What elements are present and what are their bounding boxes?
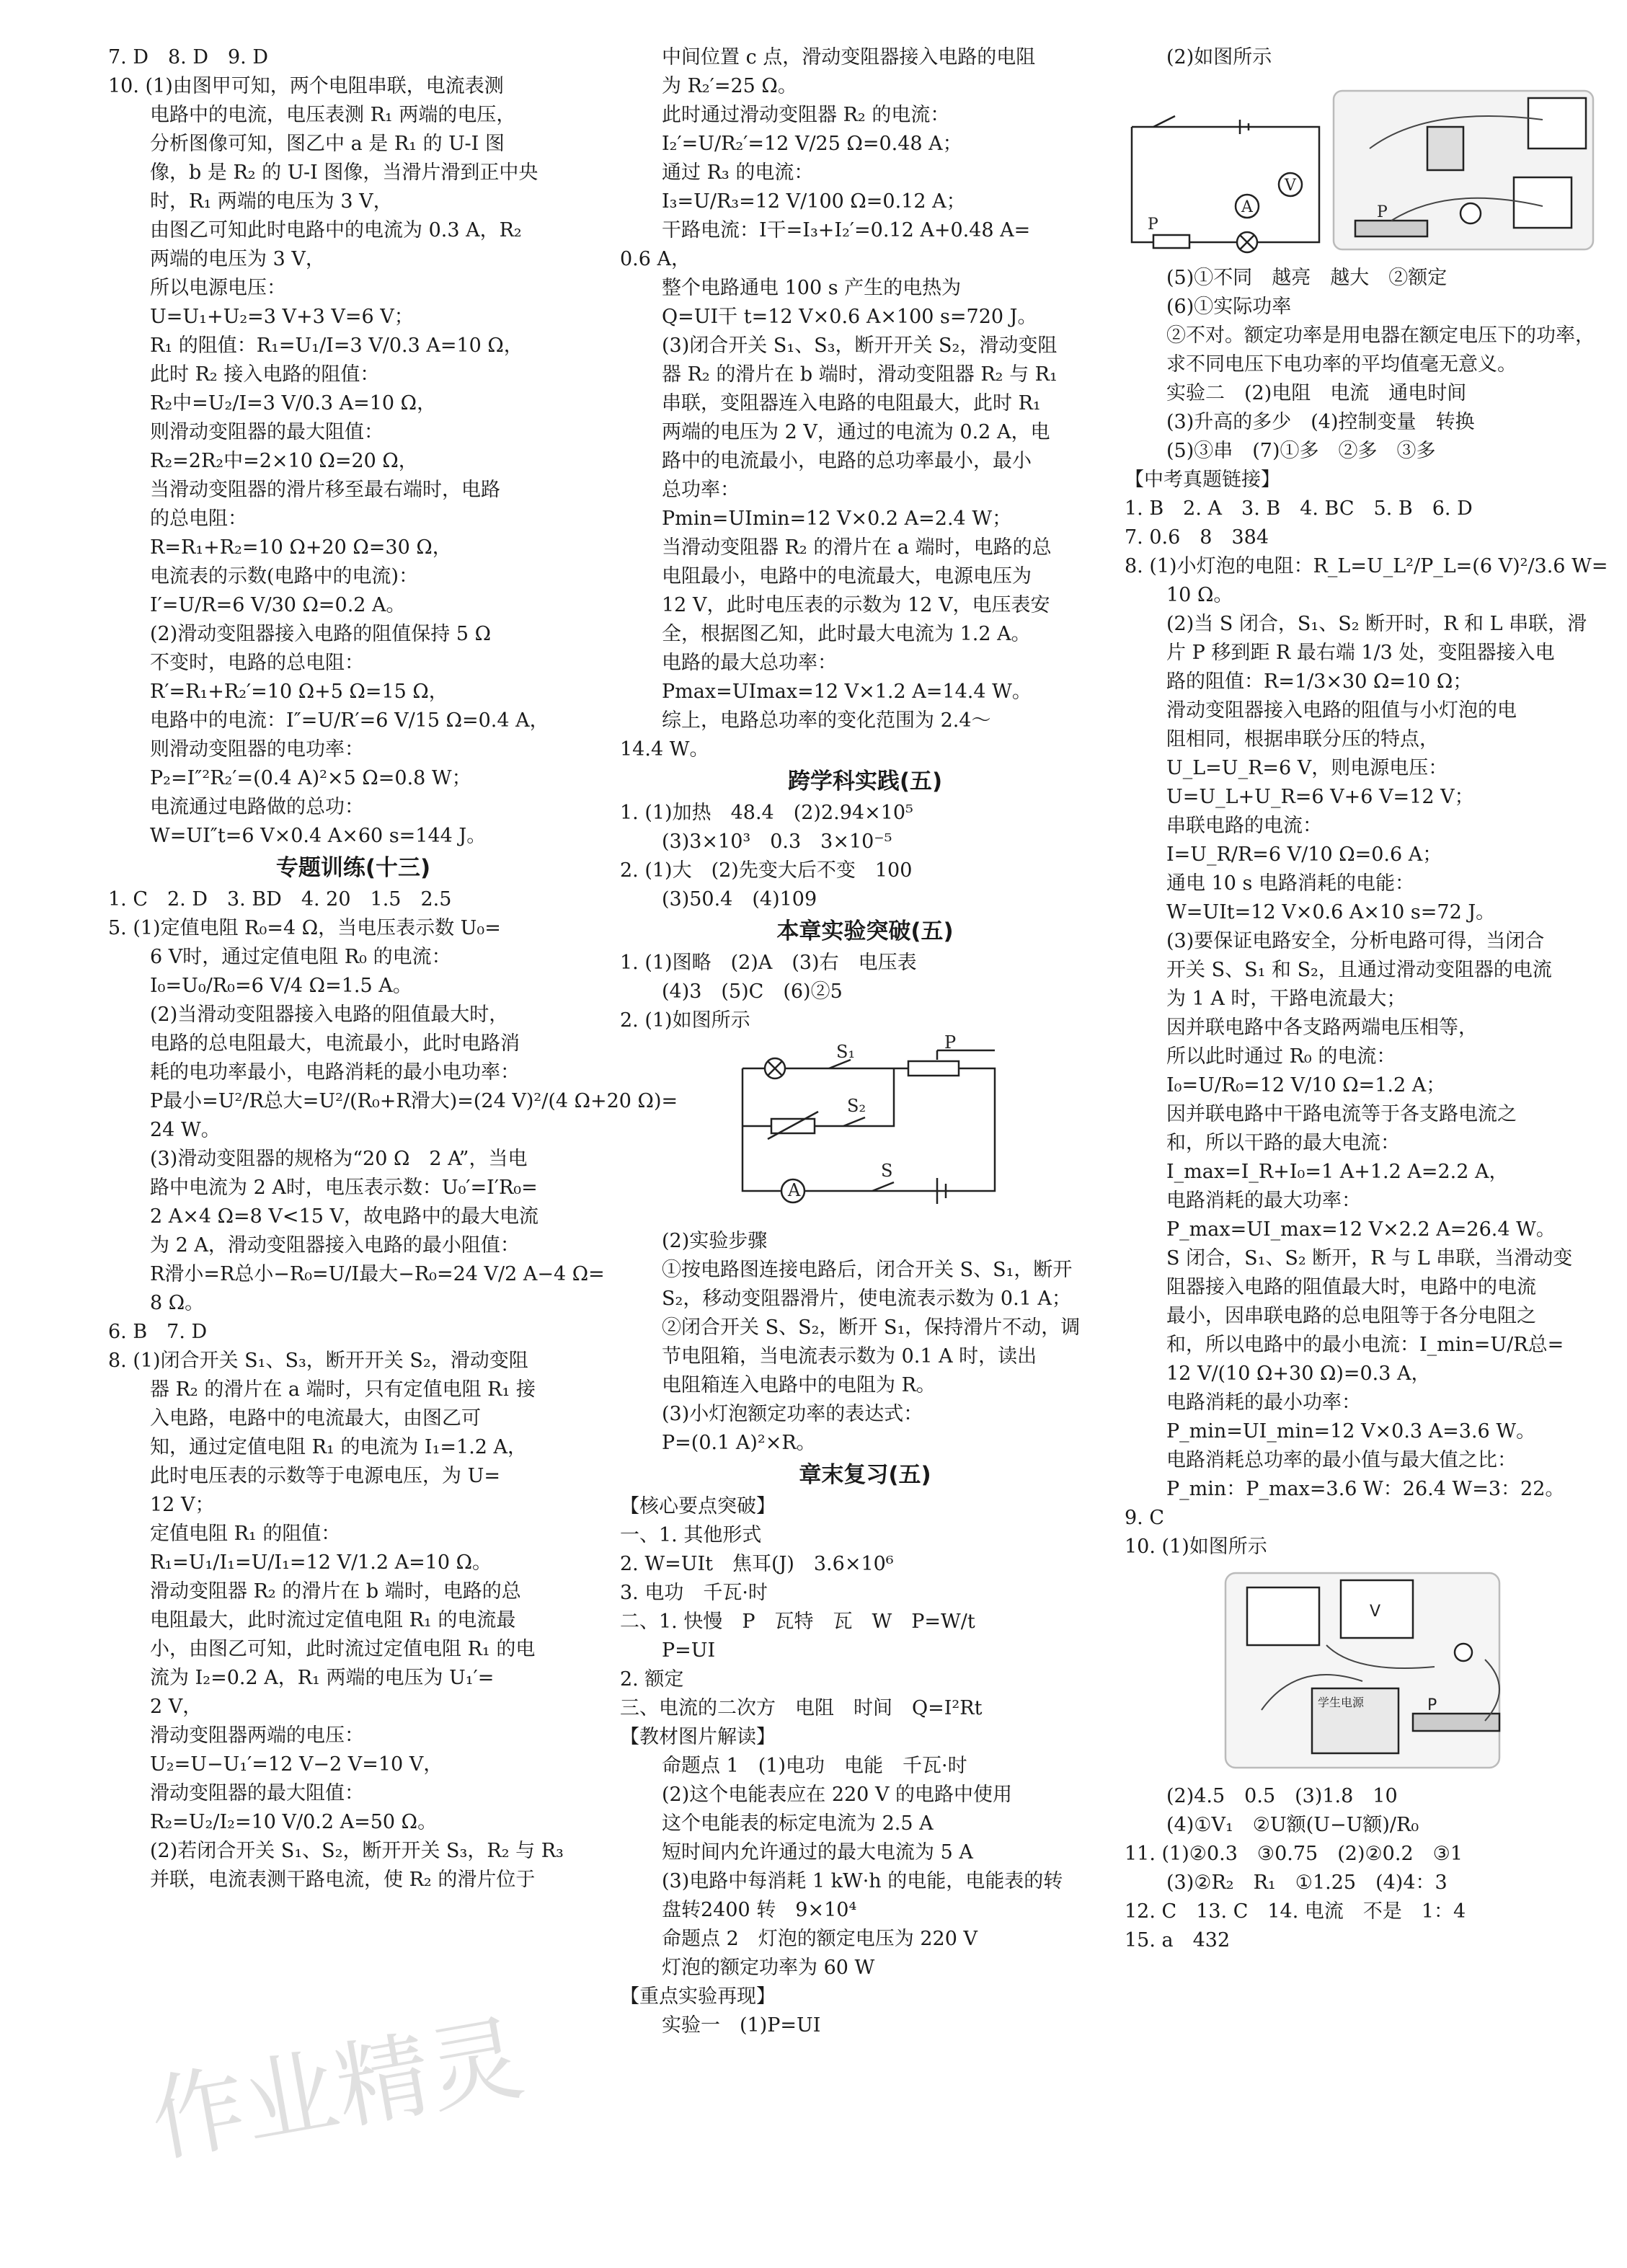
answer-line: U₂=U−U₁′=12 V−2 V=10 V， [150, 1753, 443, 1776]
answer-line: 6 V时，通过定值电阻 R₀ 的电流： [150, 946, 451, 968]
answer-line: W=UIt=12 V×0.6 A×10 s=72 J。 [1166, 901, 1496, 923]
answer-line: I′=U/R=6 V/30 Ω=0.2 A。 [150, 594, 406, 616]
answer-line: I=U_R/R=6 V/10 Ω=0.6 A； [1166, 843, 1442, 866]
answer-line: 电路消耗总功率的最小值与最大值之比： [1166, 1449, 1517, 1471]
answer-line: 此时 R₂ 接入电路的阻值： [150, 363, 380, 386]
answer-line: 开关 S、S₁ 和 S₂，且通过滑动变阻器的电流 [1166, 959, 1552, 981]
answer-line: 阻相同，根据串联分压的特点， [1166, 728, 1439, 750]
answer-line: 8. (1)小灯泡的电阻：R_L=U_L²/P_L=(6 V)²/3.6 W= [1125, 555, 1608, 577]
answer-line: 电路的总电阻最大，电流最小，此时电路消 [150, 1032, 520, 1055]
answer-line: 分析图像可知，图乙中 a 是 R₁ 的 U-I 图 [150, 133, 505, 155]
figure-label: V [1285, 177, 1296, 195]
answer-line: 路中的电流最小，电路的总功率最小，最小 [662, 450, 1032, 472]
answer-line: (2)滑动变阻器接入电路的阻值保持 5 Ω [150, 623, 491, 645]
answer-line: (3)3×10³ 0.3 3×10⁻⁵ [662, 830, 892, 853]
answer-line: (2)4.5 0.5 (3)1.8 10 [1166, 1785, 1398, 1807]
answer-line: (3)②R₂ R₁ ①1.25 (4)4：3 [1166, 1871, 1448, 1894]
circuit-label: S₂ [847, 1096, 866, 1116]
answer-line: 器 R₂ 的滑片在 b 端时，滑动变阻器 R₂ 与 R₁ [662, 363, 1058, 386]
answer-line: (6)①实际功率 [1166, 296, 1292, 318]
answer-line: 节电阻箱，当电流表示数为 0.1 A 时，读出 [662, 1345, 1037, 1368]
answer-line: 综上，电路总功率的变化范围为 2.4～ [662, 709, 991, 732]
answer-line: P=UI [662, 1639, 716, 1662]
section-heading: 专题训练(十三) [275, 855, 431, 881]
answer-line: 知，通过定值电阻 R₁ 的电流为 I₁=1.2 A， [150, 1436, 528, 1458]
apparatus-figure [1125, 1566, 1600, 1778]
section-heading: 本章实验突破(五) [776, 918, 954, 944]
answer-line: 为 1 A 时，干路电流最大； [1166, 988, 1406, 1010]
answer-line: 命题点 1 (1)电功 电能 千瓦·时 [662, 1755, 967, 1777]
answer-line: 12 V，此时电压表的示数为 12 V，电压表安 [662, 594, 1050, 616]
answer-line: 则滑动变阻器的最大阻值： [150, 421, 384, 443]
answer-line: 9. C [1125, 1507, 1165, 1529]
column-right [1125, 43, 1608, 1955]
answer-line: 的总电阻： [150, 508, 247, 530]
answer-line: 一、1. 其他形式 [620, 1524, 762, 1546]
answer-line: (5)①不同 越亮 越大 ②额定 [1166, 267, 1448, 289]
answer-line: 10. (1)由图甲可知，两个电阻串联，电流表测 [108, 75, 504, 97]
answer-line: 由图乙可知此时电路中的电流为 0.3 A，R₂ [150, 219, 522, 242]
answer-line: 通电 10 s 电路消耗的电能： [1166, 872, 1414, 895]
answer-line: (2)当滑动变阻器接入电路的阻值最大时， [150, 1004, 509, 1026]
answer-line: 干路电流：I干=I₃+I₂′=0.12 A+0.48 A= [662, 219, 1031, 242]
column-middle [620, 43, 1110, 2040]
answer-line: W=UI″t=6 V×0.4 A×60 s=144 J。 [150, 825, 487, 847]
answer-line: 12 V； [150, 1494, 215, 1516]
answer-line: I₂′=U/R₂′=12 V/25 Ω=0.48 A； [662, 133, 962, 155]
answer-line: 定值电阻 R₁ 的阻值： [150, 1523, 341, 1545]
answer-line: ②闭合开关 S、S₂，断开 S₁，保持滑片不动，调 [662, 1316, 1081, 1339]
answer-line: 1. (1)图略 (2)A (3)右 电压表 [620, 952, 917, 974]
answer-line: 当滑动变阻器的滑片移至最右端时，电路 [150, 479, 500, 501]
answer-line: 入电路，电路中的电流最大，由图乙可 [150, 1407, 481, 1430]
answer-line: 24 W。 [150, 1119, 221, 1141]
answer-line: 为 2 A，滑动变阻器接入电路的最小阻值： [150, 1234, 520, 1257]
answer-line: 7. 0.6 8 384 [1125, 526, 1269, 549]
answer-line: (3)要保证电路安全，分析电路可得，当闭合 [1166, 930, 1545, 952]
answer-line: 14.4 W。 [620, 738, 709, 761]
answer-line: 8 Ω。 [150, 1292, 205, 1314]
answer-line: 电路消耗的最小功率： [1166, 1391, 1361, 1414]
watermark-text: 作业精灵 [143, 2003, 531, 2176]
circuit-label: P [944, 1032, 957, 1053]
answer-line: 12. C 13. C 14. 电流 不是 1：4 [1125, 1900, 1466, 1923]
answer-line: 短时间内允许通过的最大电流为 5 A [662, 1841, 973, 1864]
figure-label: P [1148, 216, 1158, 234]
answer-line: R=R₁+R₂=10 Ω+20 Ω=30 Ω， [150, 536, 452, 559]
answer-line: 因并联电路中各支路两端电压相等， [1166, 1016, 1478, 1039]
answer-line: 滑动变阻器 R₂ 的滑片在 b 端时，电路的总 [150, 1580, 521, 1603]
answer-line: 时，R₁ 两端的电压为 3 V， [150, 190, 393, 213]
answer-line: 串联，变阻器连入电路的电阻最大，此时 R₁ [662, 392, 1041, 415]
circuit-and-apparatus-figure [1125, 76, 1600, 260]
answer-line: P_max=UI_max=12 V×2.2 A=26.4 W。 [1166, 1218, 1556, 1241]
answer-line: 1. C 2. D 3. BD 4. 20 1.5 2.5 [108, 888, 452, 911]
answer-line: 2. (1)如图所示 [620, 1009, 750, 1032]
answer-line: 命题点 2 灯泡的额定电压为 220 V [662, 1928, 977, 1950]
answer-line: 流为 I₂=0.2 A，R₁ 两端的电压为 U₁′= [150, 1667, 495, 1689]
answer-line: (2)这个电能表应在 220 V 的电路中使用 [662, 1784, 1013, 1806]
answer-line: (3)50.4 (4)109 [662, 888, 817, 911]
figure-label: 学生电源 [1318, 1696, 1365, 1709]
answer-line: 两端的电压为 2 V，通过的电流为 0.2 A，电 [662, 421, 1050, 443]
circuit-label: S [881, 1161, 893, 1181]
answer-line: 当滑动变阻器 R₂ 的滑片在 a 端时，电路的总 [662, 536, 1052, 559]
answer-line: 路的阻值：R=1/3×30 Ω=10 Ω； [1166, 670, 1473, 693]
answer-line: Pmin=UImin=12 V×0.2 A=2.4 W； [662, 508, 1012, 530]
answer-line: Pmax=UImax=12 V×1.2 A=14.4 W。 [662, 681, 1032, 703]
answer-line: 3. 电功 千瓦·时 [620, 1582, 768, 1604]
answer-line: 2 V， [150, 1696, 203, 1718]
answer-line: (3)滑动变阻器的规格为“20 Ω 2 A”，当电 [150, 1148, 528, 1170]
answer-line: I₃=U/R₃=12 V/100 Ω=0.12 A； [662, 190, 966, 213]
answer-line: 电阻最小，电路中的电流最大，电源电压为 [662, 565, 1032, 588]
answer-line: 耗的电功率最小，电路消耗的最小电功率： [150, 1061, 520, 1084]
answer-line: R₁ 的阻值：R₁=U₁/I=3 V/0.3 A=10 Ω， [150, 335, 523, 357]
answer-line: 二、1. 快慢 P 瓦特 瓦 W P=W/t [620, 1611, 975, 1633]
answer-line: 电路消耗的最大功率： [1166, 1190, 1361, 1212]
answer-line: 通过 R₃ 的电流： [662, 161, 814, 184]
answer-line: 2. 额定 [620, 1668, 684, 1691]
answer-line: U_L=U_R=6 V，则电源电压： [1166, 757, 1448, 779]
answer-line: 路中电流为 2 A时，电压表示数：U₀′=I′R₀= [150, 1177, 538, 1199]
answer-line: (3)电路中每消耗 1 kW·h 的电能，电能表的转 [662, 1870, 1063, 1892]
answer-line: 6. B 7. D [108, 1321, 208, 1343]
answer-line: 15. a 432 [1125, 1929, 1231, 1952]
answer-line: (2)如图所示 [1166, 46, 1272, 68]
answer-line: 整个电路通电 100 s 产生的电热为 [662, 277, 962, 299]
answer-line: (3)升高的多少 (4)控制变量 转换 [1166, 411, 1475, 433]
figure-label: P [1427, 1696, 1437, 1714]
answer-line: ①按电路图连接电路后，闭合开关 S、S₁，断开 [662, 1259, 1073, 1281]
answer-line: 三、电流的二次方 电阻 时间 Q=I²Rt [620, 1697, 983, 1719]
answer-line: 片 P 移到距 R 最右端 1/3 处，变阻器接入电 [1166, 642, 1555, 664]
answer-line: 滑动变阻器两端的电压： [150, 1724, 364, 1747]
answer-line: R₂=2R₂中=2×10 Ω=20 Ω， [150, 450, 418, 472]
answer-line: 实验二 (2)电阻 电流 通电时间 [1166, 382, 1467, 404]
answer-line: R₂=U₂/I₂=10 V/0.2 A=50 Ω。 [150, 1811, 438, 1833]
answer-line: S₂，移动变阻器滑片，使电流表示数为 0.1 A； [662, 1288, 1071, 1310]
answer-line: 【核心要点突破】 [620, 1495, 776, 1518]
answer-line: 8. (1)闭合开关 S₁、S₃，断开开关 S₂，滑动变阻 [108, 1350, 528, 1372]
answer-line: 此时通过滑动变阻器 R₂ 的电流： [662, 104, 950, 126]
answer-line: I_max=I_R+I₀=1 A+1.2 A=2.2 A， [1166, 1161, 1509, 1183]
answer-line: 电阻箱连入电路中的电阻为 R。 [662, 1374, 936, 1396]
answer-line: P_min：P_max=3.6 W：26.4 W=3：22。 [1166, 1478, 1565, 1500]
answer-line: 此时电压表的示数等于电源电压，为 U= [150, 1465, 500, 1487]
answer-line: 和，所以电路中的最小电流：I_min=U/R总= [1166, 1334, 1564, 1356]
answer-line: 【教材图片解读】 [620, 1726, 776, 1748]
answer-line: 电阻最大，此时流过定值电阻 R₁ 的电流最 [150, 1609, 516, 1631]
answer-line: 所以电源电压： [150, 277, 286, 299]
answer-line: 为 R₂′=25 Ω。 [662, 75, 797, 97]
answer-line: 所以此时通过 R₀ 的电流： [1166, 1045, 1396, 1068]
answer-line: R₂中=U₂/I=3 V/0.3 A=10 Ω， [150, 392, 437, 415]
answer-line: 灯泡的额定功率为 60 W [662, 1957, 875, 1979]
answer-line: 10. (1)如图所示 [1125, 1536, 1267, 1558]
answer-line: 电路中的电流，电压表测 R₁ 两端的电压， [150, 104, 516, 126]
answer-line: (2)实验步骤 [662, 1230, 768, 1252]
answer-line: 电路中的电流：I″=U/R′=6 V/15 Ω=0.4 A， [150, 709, 549, 732]
answer-line: 0.6 A， [620, 248, 691, 270]
answer-line: 5. (1)定值电阻 R₀=4 Ω，当电压表示数 U₀= [108, 917, 501, 939]
answer-line: 小，由图乙可知，此时流过定值电阻 R₁ 的电 [150, 1638, 536, 1660]
answer-line: ②不对。额定功率是用电器在额定电压下的功率， [1166, 324, 1595, 347]
section-heading: 跨学科实践(五) [787, 768, 943, 794]
answer-line: 11. (1)②0.3 ③0.75 (2)②0.2 ③1 [1125, 1843, 1463, 1865]
answer-line: 两端的电压为 3 V， [150, 248, 325, 270]
answer-line: 【中考真题链接】 [1125, 469, 1280, 491]
answer-line: 并联，电流表测干路电流，使 R₂ 的滑片位于 [150, 1869, 536, 1891]
answer-line: (4)3 (5)C (6)②5 [662, 980, 843, 1003]
answer-line: 12 V/(10 Ω+30 Ω)=0.3 A， [1166, 1363, 1431, 1385]
answer-line: R′=R₁+R₂′=10 Ω+5 Ω=15 Ω， [150, 681, 448, 703]
answer-line: Q=UI干 t=12 V×0.6 A×100 s=720 J。 [662, 306, 1037, 328]
figure-label: P [1377, 203, 1388, 221]
answer-line: 全，根据图乙知，此时最大电流为 1.2 A。 [662, 623, 1031, 645]
answer-line: (3)小灯泡额定功率的表达式： [662, 1403, 923, 1425]
answer-line: 滑动变阻器的最大阻值： [150, 1782, 364, 1804]
answer-line: 滑动变阻器接入电路的阻值与小灯泡的电 [1166, 699, 1517, 722]
answer-line: (4)①V₁ ②U额(U−U额)/R₀ [1166, 1814, 1419, 1836]
answer-line: 求不同电压下电功率的平均值毫无意义。 [1166, 353, 1517, 376]
answer-line: (5)③串 (7)①多 ②多 ③多 [1166, 440, 1436, 462]
answer-line: 像，b 是 R₂ 的 U-I 图像，当滑片滑到正中央 [150, 161, 538, 184]
answer-line: R滑小=R总小−R₀=U/I最大−R₀=24 V/2 A−4 Ω= [150, 1263, 605, 1285]
answer-line: 1. B 2. A 3. B 4. BC 5. B 6. D [1125, 497, 1473, 520]
answer-line: P=(0.1 A)²×R。 [662, 1432, 816, 1454]
answer-line: 实验一 (1)P=UI [662, 2014, 821, 2037]
answer-line: (2)当 S 闭合，S₁、S₂ 断开时，R 和 L 串联，滑 [1166, 613, 1587, 635]
figure-label: V [1370, 1603, 1381, 1621]
answer-line: 串联电路的电流： [1166, 815, 1322, 837]
answer-line: 电路的最大总功率： [662, 652, 837, 674]
figure-label: A [1241, 198, 1253, 216]
section-heading: 章末复习(五) [799, 1462, 931, 1488]
answer-line: 10 Ω。 [1166, 584, 1233, 606]
answer-line: 和，所以干路的最大电流： [1166, 1132, 1400, 1154]
answer-line: U=U₁+U₂=3 V+3 V=6 V； [150, 306, 414, 328]
answer-line: 因并联电路中干路电流等于各支路电流之 [1166, 1103, 1517, 1125]
answer-line: 【重点实验再现】 [620, 1985, 776, 2008]
answer-line: 电流表的示数(电路中的电流)： [150, 565, 419, 588]
answer-line: I₀=U₀/R₀=6 V/4 Ω=1.5 A。 [150, 975, 412, 997]
answer-line: 2. W=UIt 焦耳(J) 3.6×10⁶ [620, 1553, 894, 1575]
answer-line: S 闭合，S₁、S₂ 断开，R 与 L 串联，当滑动变 [1166, 1247, 1573, 1270]
answer-line: (2)若闭合开关 S₁、S₂，断开开关 S₃，R₂ 与 R₃ [150, 1840, 564, 1862]
answer-line: P最小=U²/R总大=U²/(R₀+R滑大)=(24 V)²/(4 Ω+20 Ω)= [150, 1090, 678, 1112]
answer-line: 电流通过电路做的总功： [150, 796, 364, 818]
answer-line: 1. (1)加热 48.4 (2)2.94×10⁵ [620, 802, 913, 824]
answer-line: P_min=UI_min=12 V×0.3 A=3.6 W。 [1166, 1420, 1536, 1443]
circuit-label: S₁ [836, 1042, 856, 1062]
answer-line: 器 R₂ 的滑片在 a 端时，只有定值电阻 R₁ 接 [150, 1378, 536, 1401]
circuit-diagram [620, 1032, 1110, 1223]
answer-line: P₂=I″²R₂′=(0.4 A)²×5 Ω=0.8 W； [150, 767, 471, 789]
answer-line: R₁=U₁/I₁=U/I₁=12 V/1.2 A=10 Ω。 [150, 1551, 492, 1574]
answer-line: (3)闭合开关 S₁、S₃，断开开关 S₂，滑动变阻 [662, 335, 1058, 357]
answer-line: 这个电能表的标定电流为 2.5 A [662, 1812, 934, 1835]
circuit-label: A [788, 1180, 801, 1200]
answer-line: 最小，因串联电路的总电阻等于各分电阻之 [1166, 1305, 1536, 1327]
answer-line: 阻器接入电路的阻值最大时，电路中的电流 [1166, 1276, 1536, 1298]
answer-line: U=U_L+U_R=6 V+6 V=12 V； [1166, 786, 1474, 808]
answer-line: 不变时，电路的总电阻： [150, 652, 364, 674]
answer-line: 2 A×4 Ω=8 V<15 V，故电路中的最大电流 [150, 1205, 538, 1228]
answer-line: 则滑动变阻器的电功率： [150, 738, 364, 761]
answer-line: 2. (1)大 (2)先变大后不变 100 [620, 859, 913, 882]
answer-line: 7. D 8. D 9. D [108, 46, 268, 68]
answer-line: 总功率： [662, 479, 740, 501]
answer-line: 盘转2400 转 9×10⁴ [662, 1899, 857, 1921]
answer-line: 中间位置 c 点，滑动变阻器接入电路的电阻 [662, 46, 1036, 68]
answer-line: I₀=U/R₀=12 V/10 Ω=1.2 A； [1166, 1074, 1446, 1097]
